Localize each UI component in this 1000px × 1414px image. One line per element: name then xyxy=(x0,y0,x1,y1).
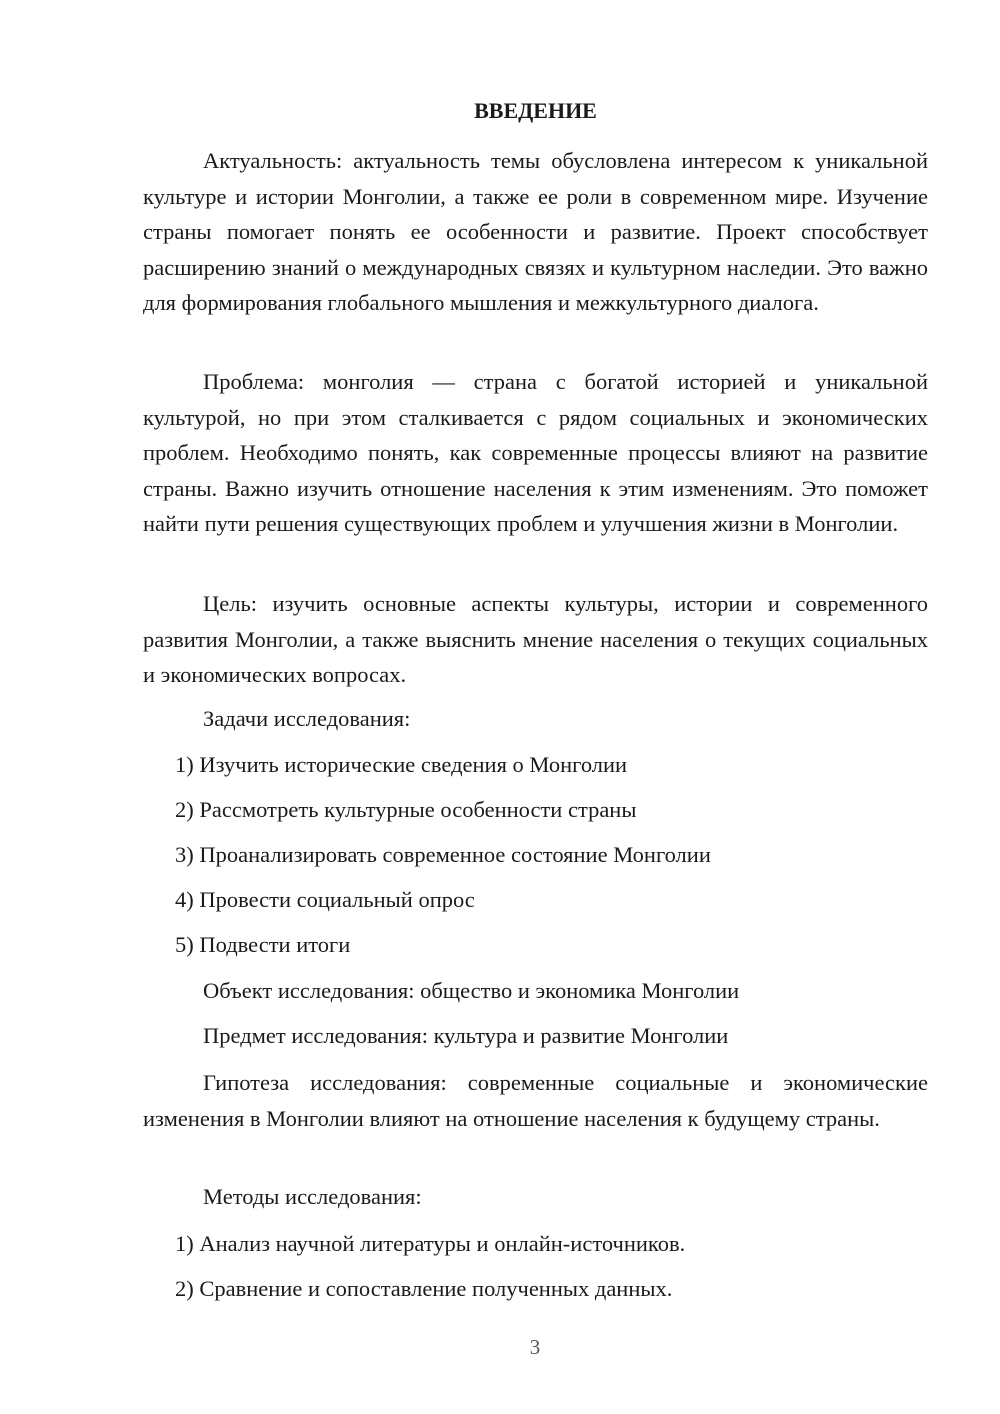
task-item: 1) Изучить исторические сведения о Монголии xyxy=(175,752,628,777)
method-item: 1) Анализ научной литературы и онлайн-источников. xyxy=(175,1231,686,1256)
section-heading: ВВЕДЕНИЕ xyxy=(474,98,597,123)
task-item: 4) Провести социальный опрос xyxy=(175,887,475,912)
task-item: 3) Проанализировать современное состояние Монголии xyxy=(175,842,711,867)
method-item: 2) Сравнение и сопоставление полученных данных. xyxy=(175,1276,673,1301)
task-item: 5) Подвести итоги xyxy=(175,932,351,957)
research-subject: Предмет исследования: культура и развитие Монголии xyxy=(203,1023,729,1048)
problem-paragraph: Проблема: монголия — страна с богатой историей и уникальной культурой, но при этом сталкивается с рядом социальных и экономических проблем. Необходимо понять, как современные процессы влияют на развитие страны. Важно изучить отношение населения к этим изменениям. Это поможет найти пути решения существующих проблем и улучшения жизни в Монголии. xyxy=(143,369,928,536)
methods-title: Методы исследования: xyxy=(203,1184,422,1209)
research-object: Объект исследования: общество и экономика Монголии xyxy=(203,978,740,1003)
actuality-paragraph: Актуальность: актуальность темы обусловлена интересом к уникальной культуре и истории Монголии, а также ее роли в современном мире. Изучение страны помогает понять ее особенности и развитие. Проект способствует расширению знаний о международных связях и культурном наследии. Это важно для формирования глобального мышления и межкультурного диалога. xyxy=(143,148,928,315)
goal-paragraph: Цель: изучить основные аспекты культуры, истории и современного развития Монголии, а также выяснить мнение населения о текущих социальных и экономических вопросах. xyxy=(143,591,928,687)
tasks-title: Задачи исследования: xyxy=(203,706,411,731)
page-number: 3 xyxy=(529,1335,541,1359)
hypothesis-paragraph: Гипотеза исследования: современные социальные и экономические изменения в Монголии влияют на отношение населения к будущему страны. xyxy=(143,1070,928,1131)
task-item: 2) Рассмотреть культурные особенности страны xyxy=(175,797,637,822)
